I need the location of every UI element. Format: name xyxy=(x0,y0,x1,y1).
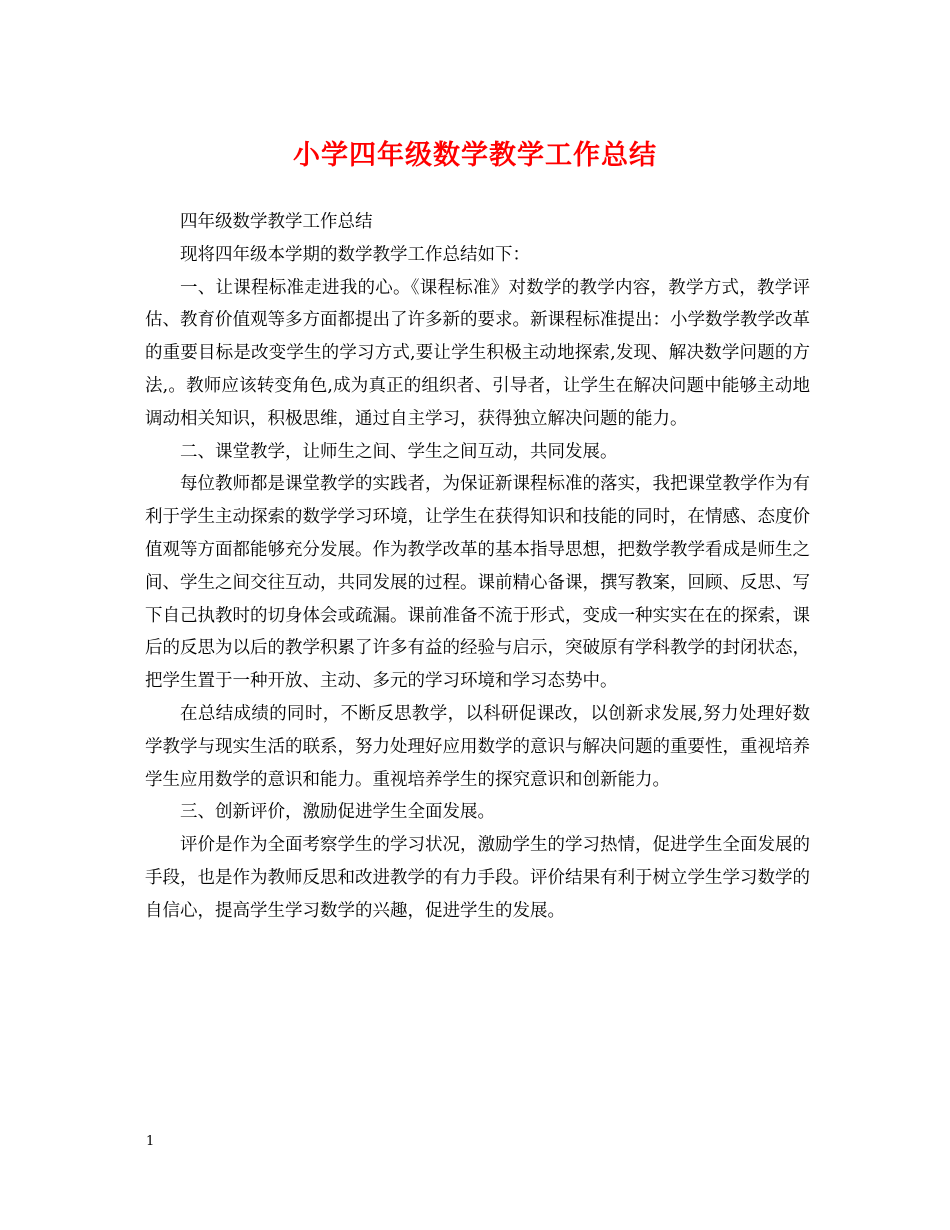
paragraph-reflection: 在总结成绩的同时，不断反思教学，以科研促课改，以创新求发展,努力处理好数学教学与现实生活的联系，努力处理好应用数学的意识与解决问题的重要性，重视培养学生应用数学的意识和能力。重视培养学生的探究意识和创新能力。 xyxy=(145,703,810,790)
paragraph-subtitle: 四年级数学教学工作总结 xyxy=(180,212,373,232)
page-number: 1 xyxy=(146,1134,155,1149)
paragraph-intro: 现将四年级本学期的数学教学工作总结如下： xyxy=(180,244,530,265)
paragraph-section-1: 一、让课程标准走进我的心。《课程标准》对数学的教学内容，教学方式，教学评估、教育价值观等多方面都提出了许多新的要求。新课程标准提出：小学数学教学改革的重要目标是改变学生的学习方式,要让学生积极主动地探索,发现、解决数学问题的方法,。教师应该转变角色,成为真正的组织者、引导者，让学生在解决问题中能够主动地调动相关知识，积极思维，通过自主学习，获得独立解决问题的能力。 xyxy=(145,277,810,429)
paragraph-section-2-body: 每位教师都是课堂教学的实践者，为保证新课程标准的落实，我把课堂教学作为有利于学生主动探索的数学学习环境，让学生在获得知识和技能的同时，在情感、态度价值观等方面都能够充分发展。作为教学改革的基本指导思想，把数学教学看成是师生之间、学生之间交往互动，共同发展的过程。课前精心备课，撰写教案，回顾、反思、写下自己执教时的切身体会或疏漏。课前准备不流于形式，变成一种实实在在的探索，课后的反思为以后的教学积累了许多有益的经验与启示，突破原有学科教学的封闭状态，把学生置于一种开放、主动、多元的学习环境和学习态势中。 xyxy=(145,474,810,692)
document-title: 小学四年级数学教学工作总结 xyxy=(293,140,657,171)
paragraph-section-3-body: 评价是作为全面考察学生的学习状况，激励学生的学习热情，促进学生全面发展的手段，也是作为教师反思和改进教学的有力手段。评价结果有利于树立学生学习数学的自信心，提高学生学习数学的兴趣，促进学生的发展。 xyxy=(145,835,810,921)
document-body xyxy=(145,206,810,928)
paragraph-section-3-heading: 三、创新评价，激励促进学生全面发展。 xyxy=(180,802,495,823)
paragraph-section-2-heading: 二、课堂教学，让师生之间、学生之间互动，共同发展。 xyxy=(180,441,618,462)
